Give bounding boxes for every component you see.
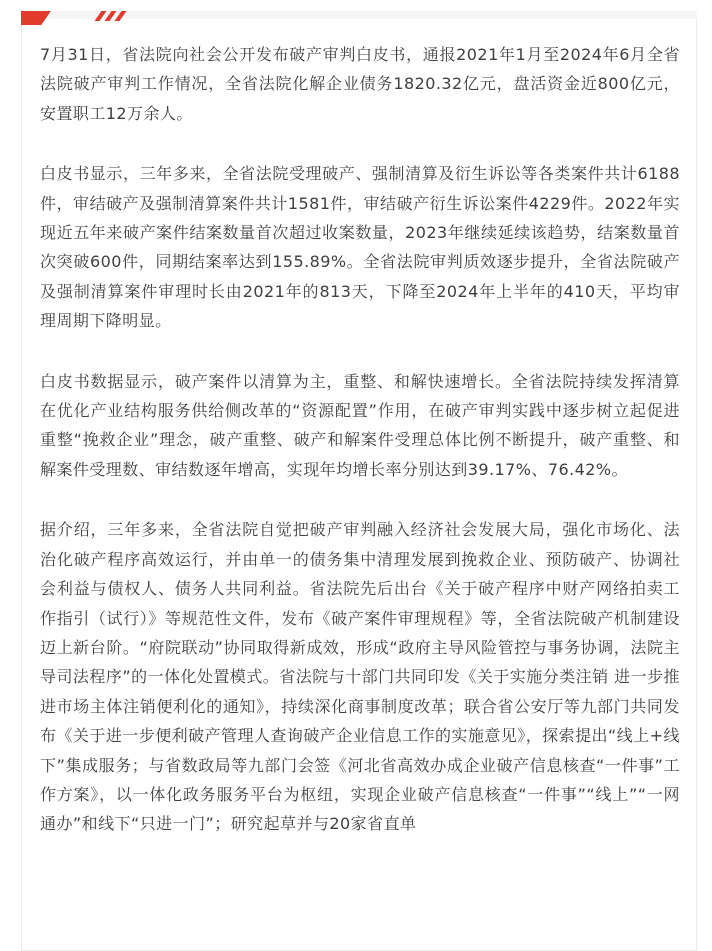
article-paragraph: 白皮书显示，三年多来，全省法院受理破产、强制清算及衍生诉讼等各类案件共计6188件，审结破产及强制清算案件共计1581件，审结破产衍生诉讼案件4229件。2022年实现近五年来破产案件结案数量首次超过收案数量，2023年继续延续该趋势，结案数量首次突破600件，同期结案率达到155.89%。全省法院审判质效逐步提升，全省法院破产及强制清算案件审理时长由2021年的813天，下降至2024年上半年的410天，平均审理周期下降明显。 [40, 164, 680, 331]
article-body [40, 40, 680, 870]
article-paragraph: 白皮书数据显示，破产案件以清算为主，重整、和解快速增长。全省法院持续发挥清算在优化产业结构服务供给侧改革的“资源配置”作用，在破产审判实践中逐步树立起促进重整“挽救企业”理念，破产重整、破产和解案件受理总体比例不断提升，破产重整、和解案件受理数、审结数逐年增高，实现年均增长率分别达到39.17%、76.42%。 [40, 371, 680, 479]
article-paragraph: 据介绍，三年多来，全省法院自觉把破产审判融入经济社会发展大局，强化市场化、法治化破产程序高效运行，并由单一的债务集中清理发展到挽救企业、预防破产、协调社会利益与债权人、债务人共同利益。省法院先后出台《关于破产程序中财产网络拍卖工作指引（试行）》等规范性文件，发布《破产案件审理规程》等，全省法院破产机制建设迈上新台阶。“府院联动”协同取得新成效，形成“政府主导风险管控与事务协调，法院主导司法程序”的一体化处置模式。省法院与十部门共同印发《关于实施分类注销 进一步推进市场主体注销便利化的通知》，持续深化商事制度改革；联合省公安厅等九部门共同发布《关于进一步便利破产管理人查询破产企业信息工作的实施意见》，探索提出“线上+线下”集成服务；与省数政局等九部门会签《河北省高效办成企业破产信息核查“一件事”工作方案》，以一体化政务服务平台为枢纽，实现企业破产信息核查“一件事”“线上”“一网通办”和线下“只进一门”；研究起草并与20家省直单 [40, 520, 680, 834]
slash-decoration [92, 11, 128, 21]
article-paragraph: 7月31日，省法院向社会公开发布破产审判白皮书，通报2021年1月至2024年6月全省法院破产审判工作情况，全省法院化解企业债务1820.32亿元，盘活资金近800亿元，安置职工12万余人。 [40, 45, 680, 123]
corner-accent-decoration [21, 11, 65, 27]
